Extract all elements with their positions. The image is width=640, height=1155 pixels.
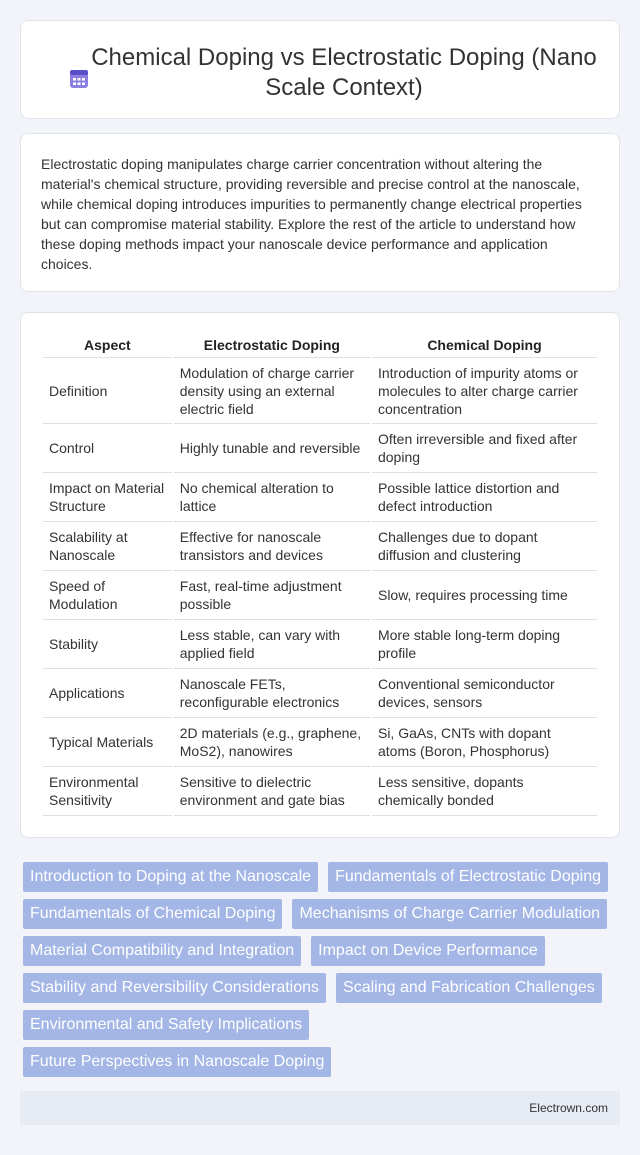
row-chemical: Less sensitive, dopants chemically bonded	[372, 767, 597, 816]
row-aspect: Speed of Modulation	[43, 571, 172, 620]
row-electrostatic: Modulation of charge carrier density using an external electric field	[174, 358, 370, 424]
row-electrostatic: Less stable, can vary with applied field	[174, 620, 370, 669]
topic-tags	[20, 862, 620, 1077]
intro-paragraph: Electrostatic doping manipulates charge carrier concentration without altering the material's chemical structure, providing reversible and precise control at the nanoscale, while chemical doping introduces impurities to permanently change electrical properties but can compromise material stability. Explore the rest of the article to understand how these doping methods impact your nanoscale device performance and application choices.	[41, 156, 582, 272]
footer-brand[interactable]: Electrown.com	[529, 1101, 608, 1115]
table-row	[43, 522, 597, 571]
row-aspect: Typical Materials	[43, 718, 172, 767]
row-chemical: Conventional semiconductor devices, sensors	[372, 669, 597, 718]
header-electrostatic: Electrostatic Doping	[174, 333, 370, 358]
row-aspect: Scalability at Nanoscale	[43, 522, 172, 571]
table-row	[43, 424, 597, 473]
row-electrostatic: Fast, real-time adjustment possible	[174, 571, 370, 620]
row-aspect: Impact on Material Structure	[43, 473, 172, 522]
row-chemical: Si, GaAs, CNTs with dopant atoms (Boron, Phosphorus)	[372, 718, 597, 767]
tag-link[interactable]: Scaling and Fabrication Challenges	[336, 973, 602, 1003]
comparison-table-card	[20, 312, 620, 838]
table-row	[43, 669, 597, 718]
tag-link[interactable]: Fundamentals of Chemical Doping	[23, 899, 282, 929]
comparison-table	[41, 333, 599, 816]
row-electrostatic: Sensitive to dielectric environment and gate bias	[174, 767, 370, 816]
table-row	[43, 620, 597, 669]
tag-link[interactable]: Introduction to Doping at the Nanoscale	[23, 862, 318, 892]
row-electrostatic: Highly tunable and reversible	[174, 424, 370, 473]
row-chemical: Challenges due to dopant diffusion and clustering	[372, 522, 597, 571]
header-aspect: Aspect	[43, 333, 172, 358]
row-chemical: Often irreversible and fixed after doping	[372, 424, 597, 473]
row-electrostatic: 2D materials (e.g., graphene, MoS2), nanowires	[174, 718, 370, 767]
tag-link[interactable]: Material Compatibility and Integration	[23, 936, 301, 966]
row-chemical: More stable long-term doping profile	[372, 620, 597, 669]
table-row	[43, 767, 597, 816]
table-row	[43, 718, 597, 767]
tag-link[interactable]: Future Perspectives in Nanoscale Doping	[23, 1047, 331, 1077]
tag-link[interactable]: Mechanisms of Charge Carrier Modulation	[292, 899, 607, 929]
tag-link[interactable]: Fundamentals of Electrostatic Doping	[328, 862, 608, 892]
intro-card	[20, 133, 620, 292]
row-chemical: Possible lattice distortion and defect introduction	[372, 473, 597, 522]
row-aspect: Control	[43, 424, 172, 473]
tag-link[interactable]: Impact on Device Performance	[311, 936, 545, 966]
header-chemical: Chemical Doping	[372, 333, 597, 358]
table-row	[43, 358, 597, 424]
row-electrostatic: Effective for nanoscale transistors and devices	[174, 522, 370, 571]
row-electrostatic: No chemical alteration to lattice	[174, 473, 370, 522]
row-aspect: Stability	[43, 620, 172, 669]
table-header-row	[43, 333, 597, 358]
row-electrostatic: Nanoscale FETs, reconfigurable electronics	[174, 669, 370, 718]
row-chemical: Introduction of impurity atoms or molecules to alter charge carrier concentration	[372, 358, 597, 424]
row-aspect: Definition	[43, 358, 172, 424]
tag-link[interactable]: Stability and Reversibility Considerations	[23, 973, 326, 1003]
table-row	[43, 473, 597, 522]
title-card	[20, 20, 620, 119]
row-chemical: Slow, requires processing time	[372, 571, 597, 620]
table-row	[43, 571, 597, 620]
footer	[20, 1091, 620, 1125]
tag-link[interactable]: Environmental and Safety Implications	[23, 1010, 309, 1040]
row-aspect: Applications	[43, 669, 172, 718]
page-title: Chemical Doping vs Electrostatic Doping (Nano Scale Context)	[91, 44, 597, 101]
row-aspect: Environmental Sensitivity	[43, 767, 172, 816]
